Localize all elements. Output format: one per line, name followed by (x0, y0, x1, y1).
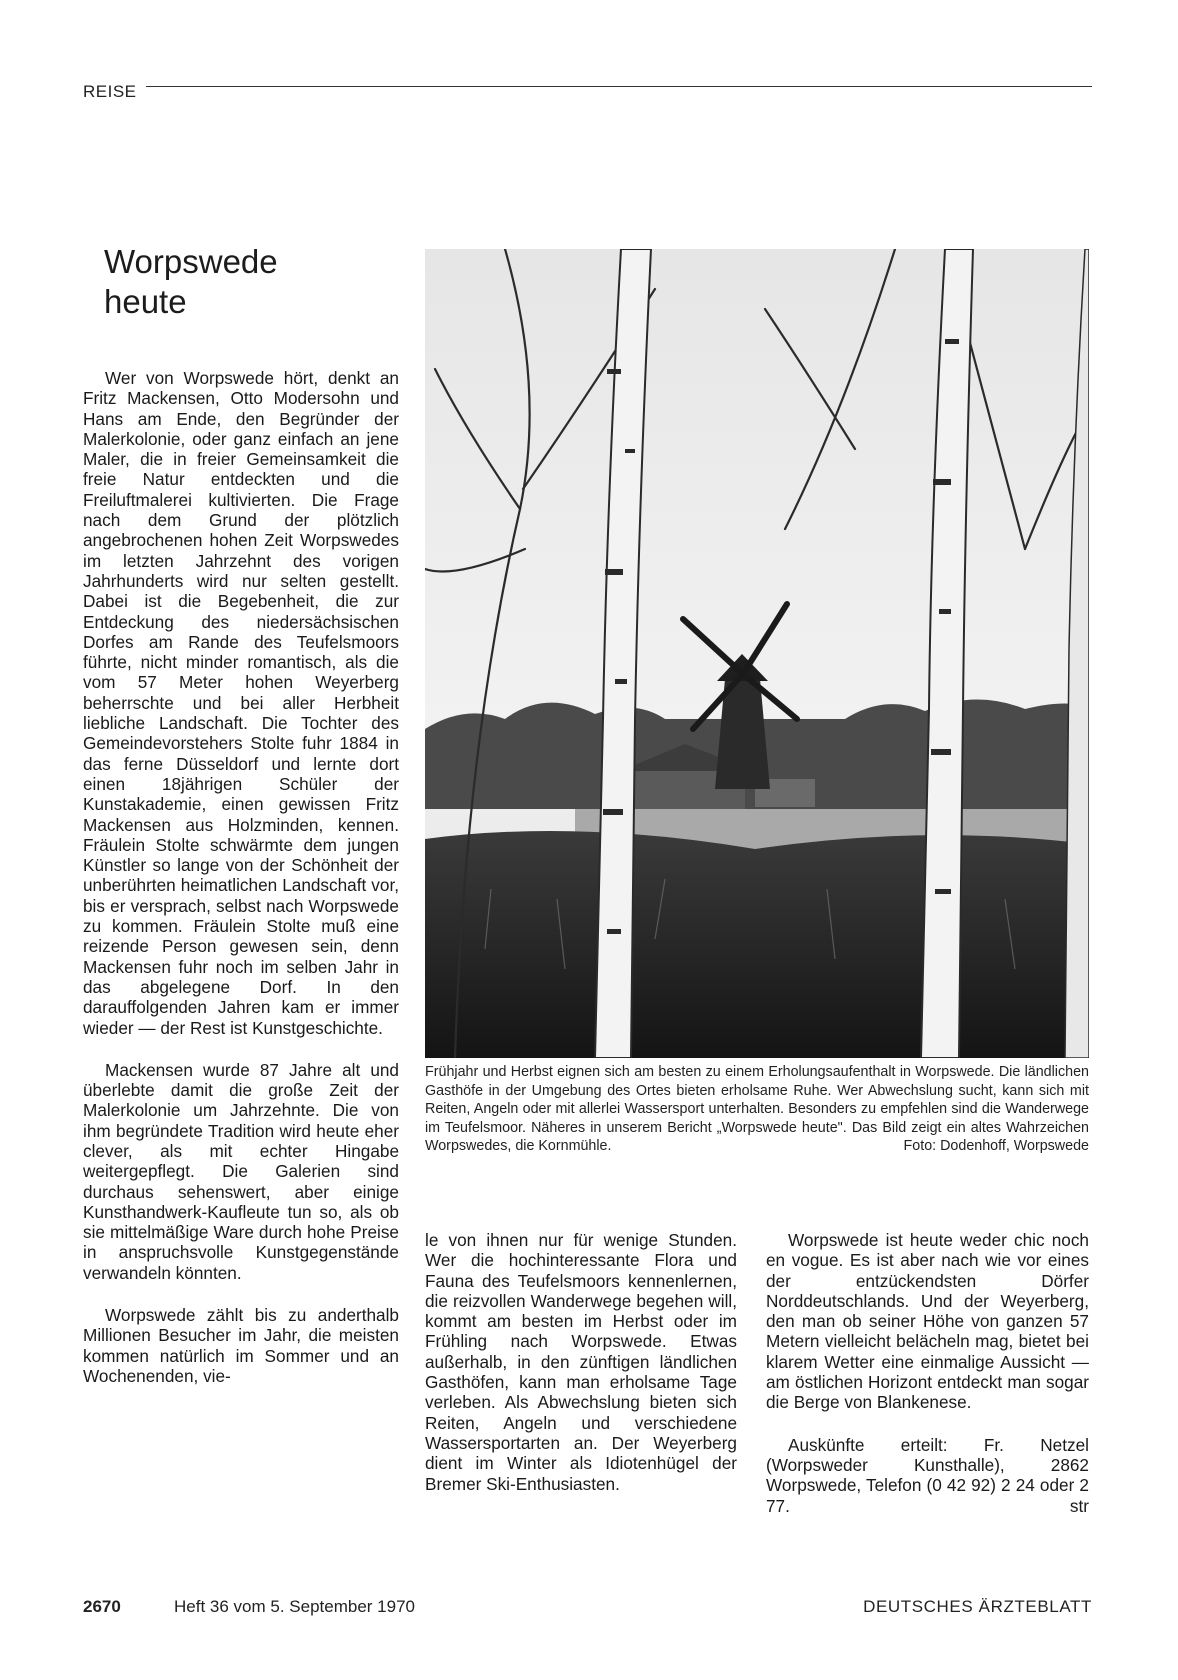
contact-paragraph (766, 1435, 1089, 1516)
page-number: 2670 (83, 1597, 121, 1616)
paragraph: Wer von Worpswede hört, denkt an Fritz Mackensen, Otto Modersohn und Hans am Ende, den Begründer der Malerkolonie, oder ganz einfach an jene Maler, die in freier Gemeinsamkeit die freie Natur entdeckten und die Freiluftmalerei kultivierten. Die Frage nach dem Grund der plötzlich angebrochenen hohen Zeit Worpswedes im letzten Jahrzehnt des vorigen Jahrhunderts wird nur selten gestellt. Dabei ist die Begebenheit, die zur Entdeckung des niedersächsischen Dorfes am Rande des Teufelsmoors führte, nicht minder romantisch, als die vom 57 Meter hohen Weyerberg beherrschte und bei aller Herbheit liebliche Landschaft. Die Tochter des Gemeindevorstehers Stolte fuhr 1884 in das ferne Düsseldorf und lernte dort einen 18jährigen Schüler der Kunstakademie, einen gewissen Fritz Mackensen aus Holzminden, kennen. Fräulein Stolte schwärmte dem jungen Künstler so lange von der Schönheit der unberührten heimatlichen Landschaft vor, bis er versprach, selbst nach Worpswede zu kommen. Fräulein Stolte muß eine reizende Person gewesen sein, denn Mackensen fuhr noch im selben Jahr in das abgelegene Dorf. In den darauffolgenden Jahren kam er immer wieder — der Rest ist Kunstgeschichte. (83, 368, 399, 1038)
title-line-1: Worpswede (104, 243, 278, 280)
title-line-2: heute (104, 283, 187, 320)
paragraph: Worpswede zählt bis zu anderthalb Millionen Besucher im Jahr, die meisten kommen natürlich im Sommer und an Wochenenden, vie- (83, 1305, 399, 1386)
article-title (104, 242, 278, 322)
paragraph: Worpswede ist heute weder chic noch en vogue. Es ist aber nach wie vor eines der entzückendsten Dörfer Norddeutschlands. Und der Weyerberg, den man ob seiner Höhe von ganzen 57 Metern vielleicht belächeln mag, bietet bei klarem Wetter eine einmalige Aussicht — am östlichen Horizont entdeckt man sogar die Berge von Blankenese. (766, 1230, 1089, 1413)
windmill-photo (425, 249, 1089, 1058)
text-column-1 (83, 368, 399, 1386)
photo-caption (425, 1063, 1089, 1156)
section-label: REISE (83, 82, 137, 101)
text-column-2 (425, 1230, 737, 1494)
issue-info: Heft 36 vom 5. September 1970 (174, 1597, 415, 1616)
header-rule (146, 86, 1092, 87)
photo-credit: Foto: Dodenhoff, Worpswede (903, 1138, 1089, 1154)
contact-info: Auskünfte erteilt: Fr. Netzel (Worpsweder Kunsthalle), 2862 Worpswede, Telefon (0 42 92) 2 24 oder 2 77. (766, 1434, 1089, 1516)
paragraph: le von ihnen nur für wenige Stunden. Wer die hochinteressante Flora und Fauna des Teufelsmoors kennenlernen, die reizvollen Wanderwege begehen will, kommt am besten im Herbst oder im Frühling nach Worpswede. Etwas außerhalb, in den zünftigen ländlichen Gasthöfen, kann man erholsame Tage verleben. Als Abwechslung bieten sich Reiten, Angeln und verschiedene Wassersportarten an. Der Weyerberg dient im Winter als Idiotenhügel der Bremer Ski-Enthusiasten. (425, 1230, 737, 1494)
caption-text: Frühjahr und Herbst eignen sich am besten zu einem Erholungsaufenthalt in Worpswede. Die ländlichen Gasthöfe in der Umgebung des Ortes bieten erholsame Ruhe. Wer Abwechslung sucht, kann sich mit Reiten, Angeln oder mit allerlei Wassersport unterhalten. Besonders zu empfehlen sind die Wanderwege im Teufelsmoor. Näheres in unserem Bericht „Worpswede heute". Das Bild zeigt ein altes Wahrzeichen Worpswedes, die Kornmühle. (425, 1064, 1089, 1154)
paragraph: Mackensen wurde 87 Jahre alt und überlebte damit die große Zeit der Malerkolonie um Jahrzehnte. Die von ihm begründete Tradition wird heute eher clever, als mit echter Hingabe weitergepflegt. Die Galerien sind durchaus sehenswert, aber einige Kunsthandwerk-Kaufleute tun so, als ob sie mittelmäßige Ware durch hohe Preise in anspruchsvolle Kunstgegenstände verwandeln könnten. (83, 1059, 399, 1283)
text-column-3 (766, 1230, 1089, 1516)
journal-name: DEUTSCHES ÄRZTEBLATT (863, 1597, 1092, 1616)
author-sign: str (1069, 1495, 1089, 1516)
